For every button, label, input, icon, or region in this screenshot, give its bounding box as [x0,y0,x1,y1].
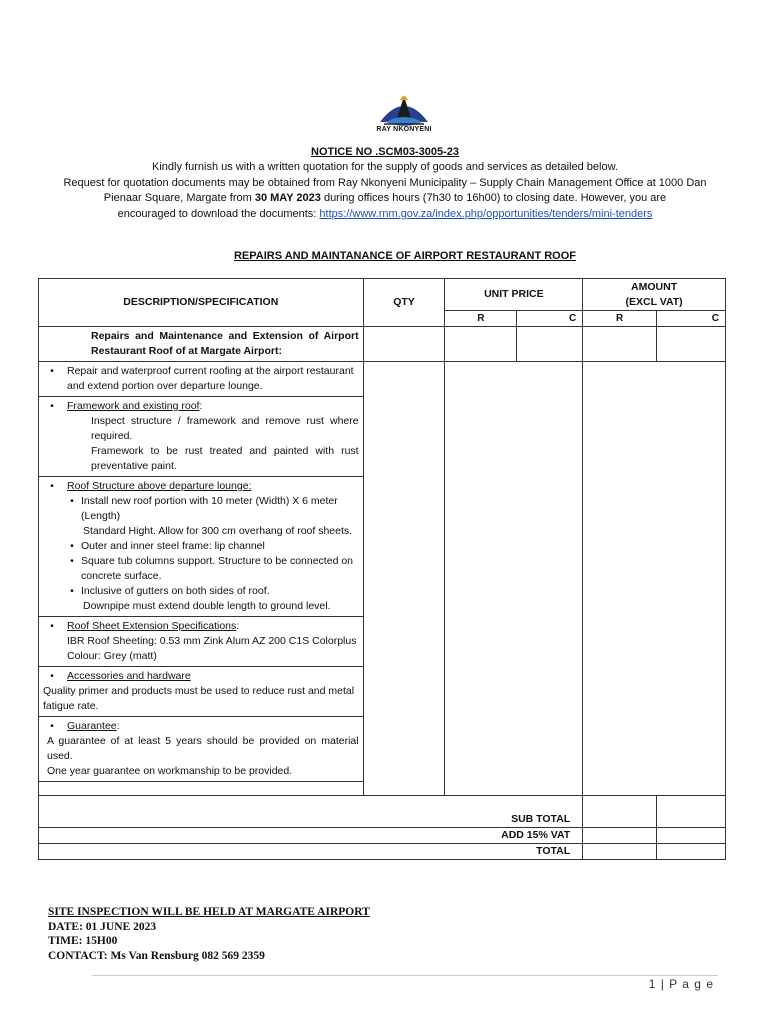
intro-line-4: encouraged to download the documents: https://www.rnm.gov.za/index.php/opportunities/tenders/mini-tenders [117,208,653,220]
page-number: 1 | P a g e [648,977,714,991]
intro-line-2: Request for quotation documents may be obtained from Ray Nkonyeni Municipality – Supply Chain Management Office at 1000 Dan [63,177,707,189]
header-description: DESCRIPTION/SPECIFICATION [39,279,364,327]
header-unit-price: UNIT PRICE [445,279,583,311]
item-guarantee: • Guarantee: A guarantee of at least 5 years should be provided on material used. One year guarantee on workmanship to be provided. [39,717,364,782]
site-inspection [48,905,370,963]
quotation-table [38,278,726,860]
header-amount: AMOUNT (EXCL VAT) [583,279,726,311]
intro-line-1: Kindly furnish us with a written quotation for the supply of goods and services as detailed below. [152,161,618,173]
unit-r: R [445,311,517,327]
notice-number: NOTICE NO .SCM03-3005-23 [311,146,459,158]
tenders-link[interactable]: https://www.rnm.gov.za/index.php/opportunities/tenders/mini-tenders [319,208,653,220]
amount-c: C [657,311,726,327]
amount-r: R [583,311,657,327]
intro-row: Repairs and Maintenance and Extension of Airport Restaurant Roof of at Margate Airport: [39,327,364,362]
intro-line-3: Pienaar Square, Margate from 30 MAY 2023 during offices hours (7h30 to 16h00) to closing date. However, you are [103,192,667,204]
vat-label: ADD 15% VAT [39,828,583,844]
sub-total-label: SUB TOTAL [39,796,583,828]
total-label: TOTAL [39,844,583,860]
site-time: TIME: 15H00 [48,935,118,947]
unit-c: C [517,311,583,327]
header-qty: QTY [363,279,445,327]
site-contact: CONTACT: Ms Van Rensburg 082 569 2359 [48,949,265,962]
item-repair: • Repair and waterproof current roofing at the airport restaurant and extend portion over departure lounge. [39,362,364,397]
item-accessories: • Accessories and hardware Quality primer and products must be used to reduce rust and metal fatigue rate. [39,667,364,717]
item-framework: • Framework and existing roof: Inspect structure / framework and remove rust where required. Framework to be rust treated and painted with rust preventative paint. [39,397,364,477]
document-title: REPAIRS AND MAINTANANCE OF AIRPORT RESTAURANT ROOF [233,250,576,262]
footer-divider [92,975,718,976]
site-date: DATE: 01 JUNE 2023 [48,920,157,933]
site-title: SITE INSPECTION WILL BE HELD AT MARGATE AIRPORT [48,906,370,918]
item-roof-sheet: • Roof Sheet Extension Specifications: IBR Roof Sheeting: 0.53 mm Zink Alum AZ 200 C1S Colorplus Colour: Grey (matt) [39,617,364,667]
item-roof-structure: • Roof Structure above departure lounge: • Install new roof portion with 10 meter (Width) X 6 meter (Length) Standard Hight. Allow for 300 cm overhang of roof sheets. • Outer and inner steel frame: lip channel • Square tub columns support. Structure to be connected on concrete surface. • Inclusive of gutters on both sides of roof. Downpipe must extend double length to ground level. [39,477,364,617]
logo-text: RAY NKONYENI [376,126,432,133]
